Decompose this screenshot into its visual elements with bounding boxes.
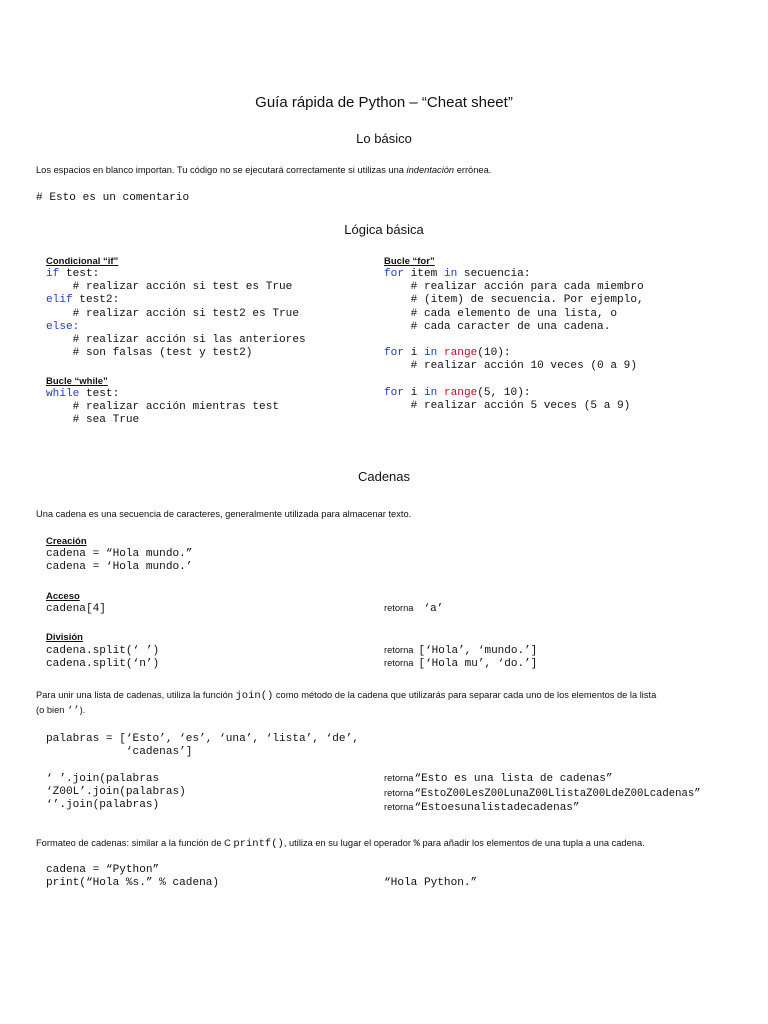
for-code-block xyxy=(384,268,644,334)
code-text: test: xyxy=(79,388,120,400)
while-code-block xyxy=(46,388,279,428)
code-text: secuencia: xyxy=(457,268,531,280)
code-text xyxy=(437,347,444,359)
code-line: # realizar acción si test es True xyxy=(46,281,293,294)
code-line: # sea True xyxy=(46,414,140,427)
paragraph-text: ). xyxy=(79,705,86,715)
code-text: i xyxy=(403,347,424,359)
split-return-1 xyxy=(384,645,537,657)
for-range2-block xyxy=(384,387,630,413)
creation-label: Creación xyxy=(46,536,87,547)
join-paragraph-line2 xyxy=(36,705,85,717)
code-line xyxy=(384,268,644,281)
paragraph-text: errónea. xyxy=(454,165,492,175)
builtin: range xyxy=(443,387,478,399)
code-line: cadena = ‘Hola mundo.’ xyxy=(46,561,193,574)
inline-code: printf() xyxy=(233,838,284,850)
code-text: (5, 10): xyxy=(477,387,531,399)
return-label: retorna xyxy=(384,802,414,812)
keyword: for xyxy=(384,268,404,280)
code-line: # realizar acción para cada miembro xyxy=(384,281,644,294)
return-value: [‘Hola’, ‘mundo.’] xyxy=(418,645,538,657)
for-range-block xyxy=(384,347,637,373)
page-title: Guía rápida de Python – “Cheat sheet” xyxy=(255,94,513,111)
inline-code: join() xyxy=(235,690,274,702)
if-label: Condicional “if” xyxy=(46,256,119,267)
code-line: # realizar acción mientras test xyxy=(46,401,280,414)
format-result: “Hola Python.” xyxy=(384,877,478,889)
split-label: División xyxy=(46,632,83,643)
emphasis-text: indentación xyxy=(406,165,455,175)
for-label: Bucle “for” xyxy=(384,256,435,267)
join-return-2 xyxy=(384,788,701,800)
palabras-code xyxy=(46,733,359,759)
keyword: in xyxy=(423,347,438,359)
keyword: in xyxy=(423,387,438,399)
keyword: in xyxy=(443,268,458,280)
code-line: # (item) de secuencia. Por ejemplo, xyxy=(384,294,644,307)
inline-code: % xyxy=(413,838,420,850)
access-code: cadena[4] xyxy=(46,603,106,615)
section-heading-logic: Lógica básica xyxy=(344,222,424,237)
paragraph-text: como método de la cadena que utilizarás para separar cada uno de los elementos de la lista xyxy=(273,690,657,700)
code-text: (10): xyxy=(477,347,511,359)
code-line: ‘Z00L’.join(palabras) xyxy=(46,786,186,799)
code-line: # son falsas (test y test2) xyxy=(46,347,253,360)
code-text: test2: xyxy=(72,294,120,307)
return-label: retorna xyxy=(384,658,414,668)
code-text: test: xyxy=(59,268,100,280)
code-line xyxy=(46,294,306,307)
code-text: i xyxy=(403,387,424,399)
join-code xyxy=(46,773,186,813)
join-return-1 xyxy=(384,773,613,785)
return-label: retorna xyxy=(384,773,414,783)
access-return xyxy=(384,603,443,615)
section-heading-basics: Lo básico xyxy=(356,131,412,146)
while-label: Bucle “while” xyxy=(46,376,108,387)
code-line: cadena.split(‘n’) xyxy=(46,658,160,671)
return-label: retorna xyxy=(384,603,414,613)
code-line: # cada elemento de una lista, o xyxy=(384,307,618,320)
keyword: elif xyxy=(46,294,73,307)
return-label: retorna xyxy=(384,788,414,798)
code-line: palabras = [‘Esto’, ‘es’, ‘una’, ‘lista’, ‘de’, xyxy=(46,733,359,745)
split-code xyxy=(46,645,159,671)
whitespace-paragraph xyxy=(36,165,491,175)
paragraph-text: , utiliza en su lugar el operador xyxy=(283,838,414,848)
code-line xyxy=(46,388,279,401)
code-line: # realizar acción si test2 es True xyxy=(46,307,299,320)
paragraph-text: (o bien xyxy=(36,705,68,715)
code-line xyxy=(384,347,637,360)
code-line: cadena.split(‘ ’) xyxy=(46,645,160,657)
return-value: “Esto es una lista de cadenas” xyxy=(414,773,613,785)
paragraph-text: Formateo de cadenas: similar a la función de C xyxy=(36,838,234,848)
code-line: cadena = “Hola mundo.” xyxy=(46,548,193,560)
creation-code xyxy=(46,548,192,574)
inline-code: ‘’ xyxy=(67,705,80,717)
code-line: else: xyxy=(46,320,80,333)
return-value: “EstoZ00LesZ00LunaZ00LlistaZ00LdeZ00Lcadenas” xyxy=(414,788,701,800)
return-value: “Estoesunalistadecadenas” xyxy=(414,802,580,814)
code-line: # realizar acción 5 veces (5 a 9) xyxy=(384,400,631,413)
section-heading-strings: Cadenas xyxy=(357,469,411,484)
code-line xyxy=(46,268,306,281)
if-code-block xyxy=(46,268,306,360)
paragraph-text: para añadir los elementos de una tupla a una cadena. xyxy=(419,838,645,848)
comment-example: # Esto es un comentario xyxy=(36,192,190,204)
join-return-3 xyxy=(384,802,580,814)
access-label: Acceso xyxy=(46,591,80,602)
strings-intro: Una cadena es una secuencia de caracteres, generalmente utilizada para almacenar texto. xyxy=(36,509,412,519)
code-line: # cada caracter de una cadena. xyxy=(384,320,611,333)
return-value: [‘Hola mu’, ‘do.’] xyxy=(418,658,538,670)
paragraph-text: Los espacios en blanco importan. Tu código no se ejecutará correctamente si utilizas una xyxy=(36,165,407,175)
keyword: for xyxy=(384,387,404,399)
code-line xyxy=(384,387,630,400)
format-code xyxy=(46,864,219,890)
code-line: ‘’.join(palabras) xyxy=(46,799,160,812)
split-return-2 xyxy=(384,658,537,670)
code-line: # realizar acción 10 veces (0 a 9) xyxy=(384,360,637,373)
code-line: print(“Hola %s.” % cadena) xyxy=(46,877,220,890)
keyword: for xyxy=(384,347,404,359)
code-line: cadena = “Python” xyxy=(46,864,160,876)
format-paragraph xyxy=(36,838,645,850)
join-paragraph-line1 xyxy=(36,690,656,702)
code-line: ‘cadenas’] xyxy=(46,746,193,759)
return-value: ‘a’ xyxy=(423,603,444,615)
code-text xyxy=(437,387,444,399)
keyword: while xyxy=(46,388,80,400)
code-text: item xyxy=(403,268,444,280)
code-line: # realizar acción si las anteriores xyxy=(46,334,306,347)
paragraph-text: Para unir una lista de cadenas, utiliza la función xyxy=(36,690,236,700)
return-label: retorna xyxy=(384,645,414,655)
code-line: ‘ ’.join(palabras xyxy=(46,773,160,785)
builtin: range xyxy=(443,347,478,359)
keyword: if xyxy=(46,268,60,280)
